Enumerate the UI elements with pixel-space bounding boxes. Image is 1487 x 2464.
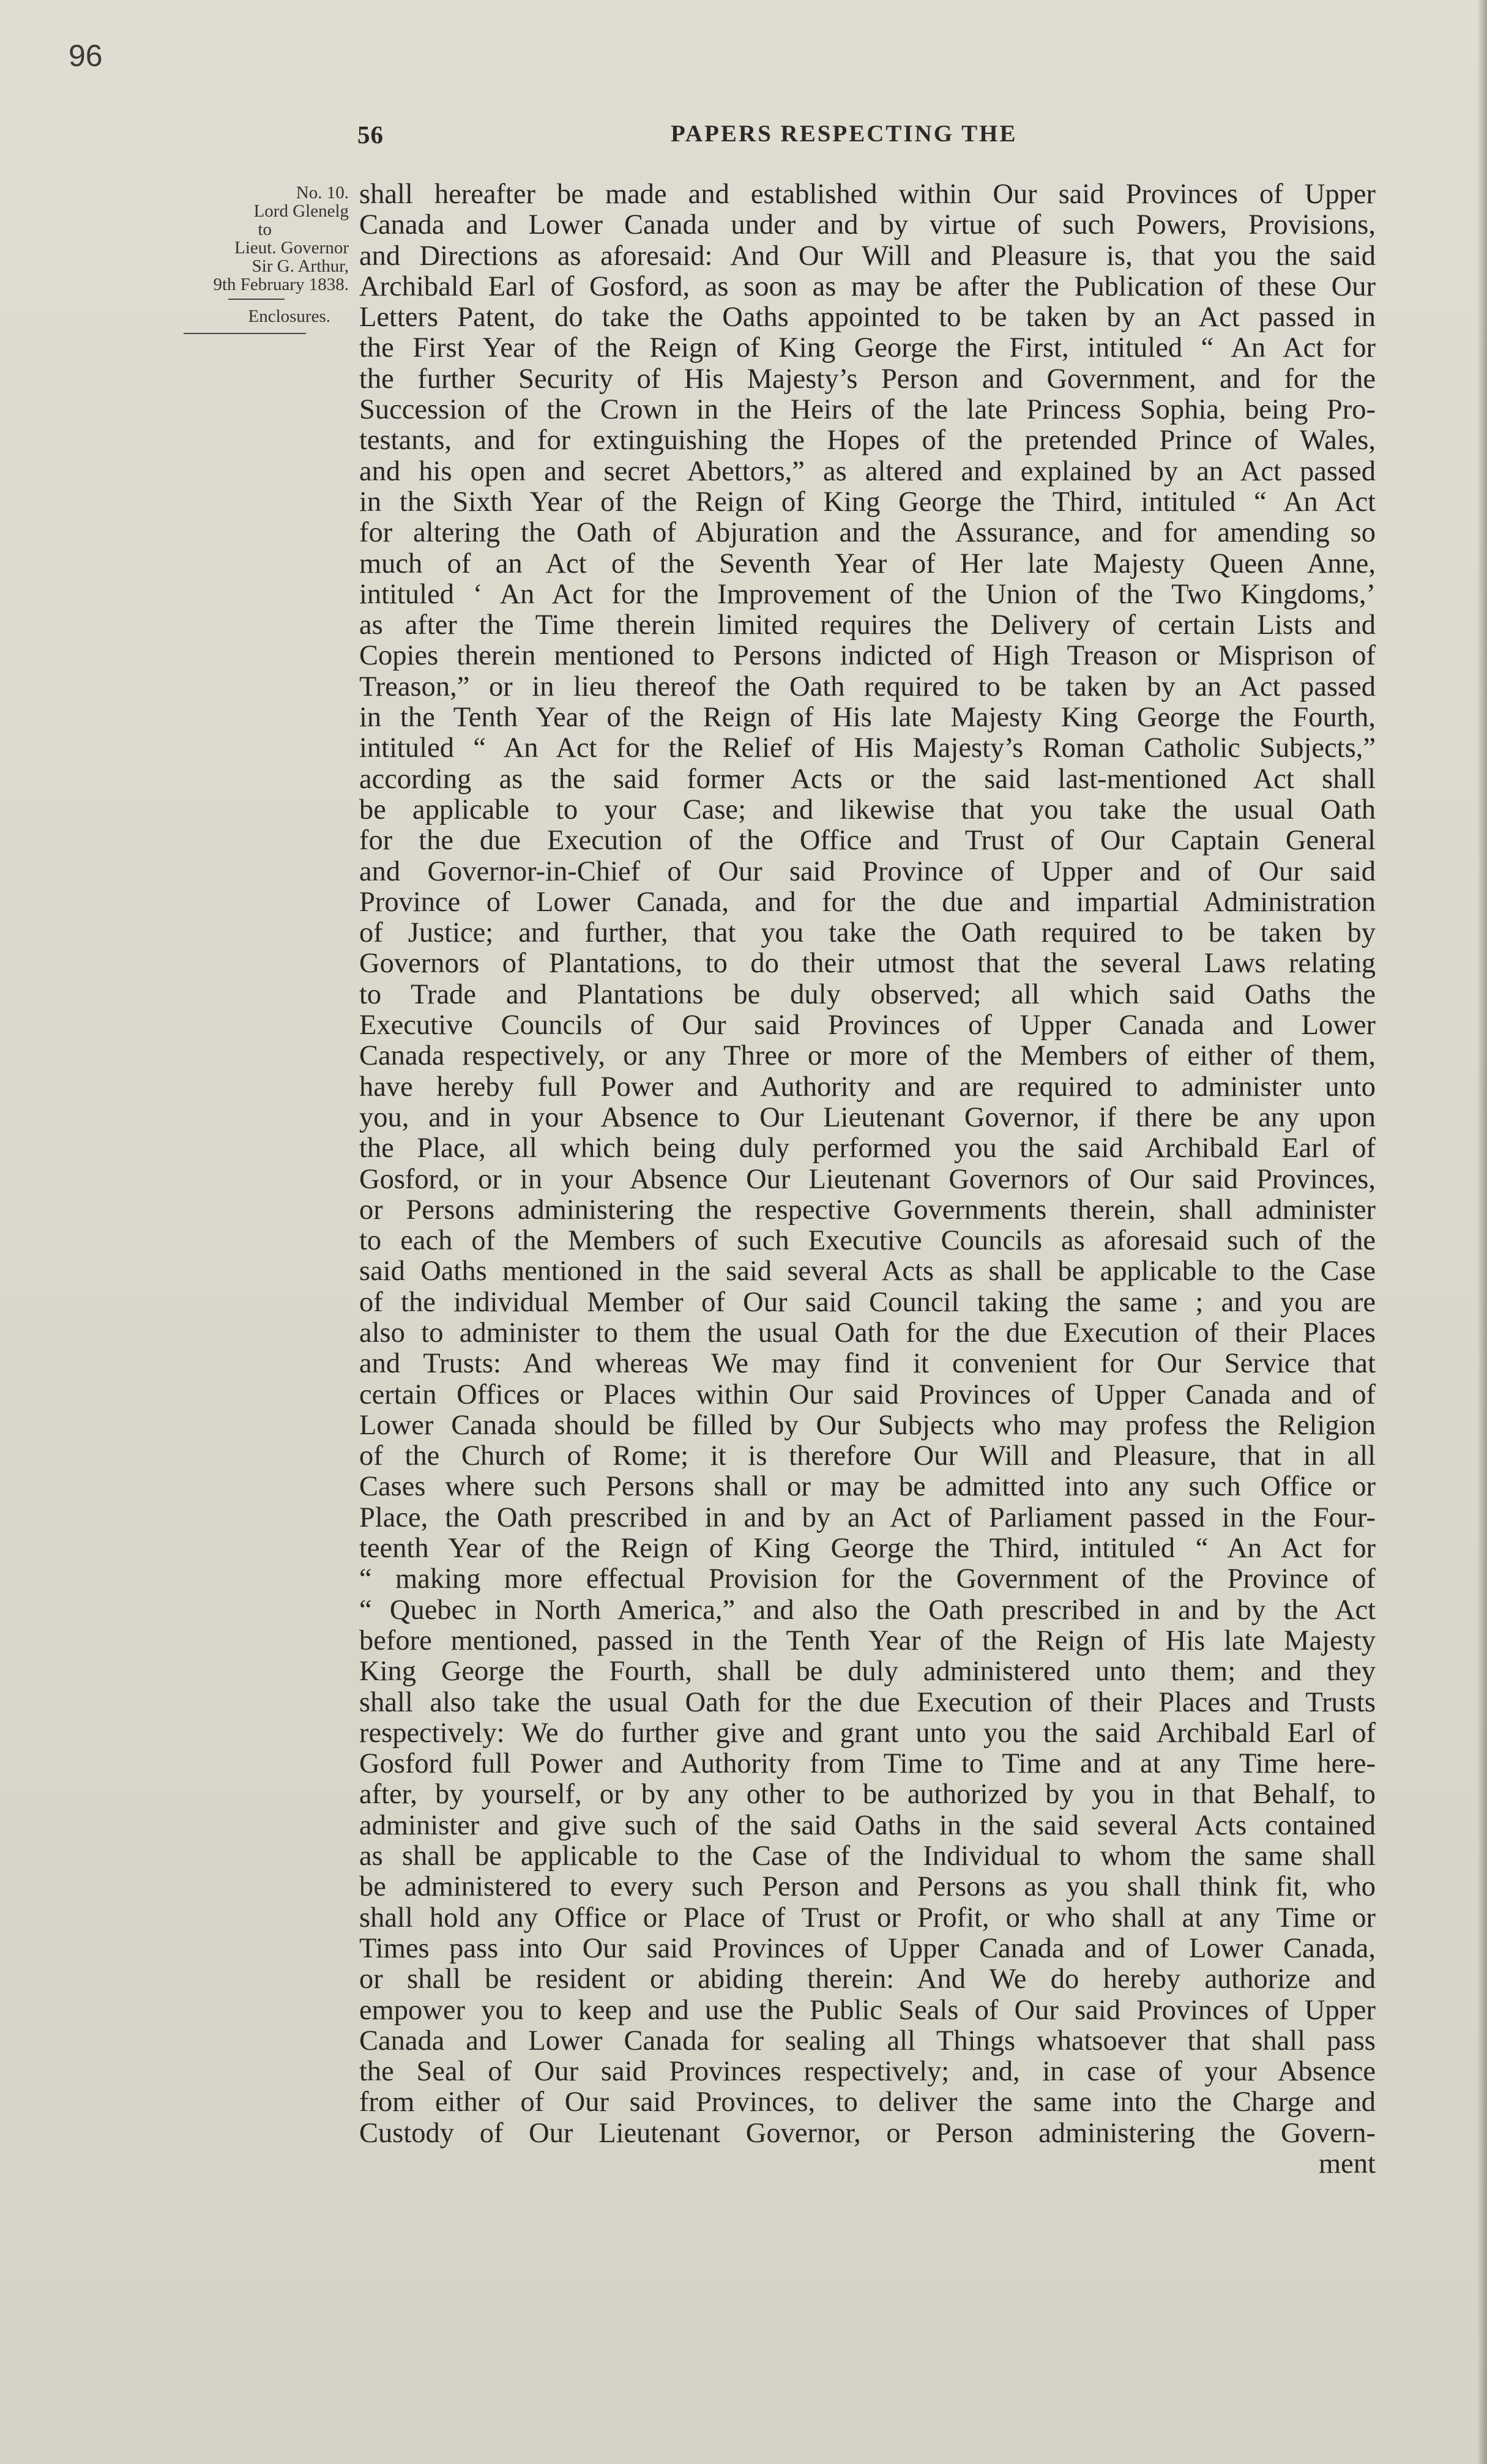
body-line: Custody of Our Lieutenant Governor, or Person administering the Govern- — [359, 2117, 1376, 2149]
body-line: to Trade and Plantations be duly observed; all which said Oaths the — [359, 978, 1376, 1010]
body-line: for the due Execution of the Office and Trust of Our Captain General — [359, 825, 1376, 857]
body-line: to each of the Members of such Executive Councils as aforesaid such of the — [359, 1225, 1376, 1257]
body-line: be administered to every such Person and Persons as you shall think fit, who — [359, 1871, 1376, 1903]
body-text — [359, 179, 1376, 2179]
body-line: intituled ‘ An Act for the Improvement of the Union of the Two Kingdoms,’ — [359, 578, 1376, 610]
body-line: Treason,” or in lieu thereof the Oath required to be taken by an Act passed — [359, 671, 1376, 702]
body-line: Canada respectively, or any Three or more of the Members of either of them, — [359, 1040, 1376, 1072]
body-line: in the Tenth Year of the Reign of His late Majesty King George the Fourth, — [359, 702, 1376, 734]
body-line: Governors of Plantations, to do their utmost that the several Laws relating — [359, 948, 1376, 980]
catchword: ment — [1319, 2148, 1376, 2179]
body-line: testants, and for extinguishing the Hopes of the pretended Prince of Wales, — [359, 425, 1376, 456]
body-line: Place, the Oath prescribed in and by an Act of Parliament passed in the Four- — [359, 1502, 1376, 1533]
body-line: much of an Act of the Seventh Year of Her late Majesty Queen Anne, — [359, 548, 1376, 579]
body-line: King George the Fourth, shall be duly administered unto them; and they — [359, 1656, 1376, 1688]
body-line: of the individual Member of Our said Council taking the same ; and you are — [359, 1286, 1376, 1318]
body-line: empower you to keep and use the Public Seals of Our said Provinces of Upper — [359, 1994, 1376, 2026]
body-line: certain Offices or Places within Our said Provinces of Upper Canada and of — [359, 1379, 1376, 1410]
body-line: have hereby full Power and Authority and are required to administer unto — [359, 1071, 1376, 1103]
body-line: or shall be resident or abiding therein: And We do hereby authorize and — [359, 1963, 1376, 1995]
body-line: also to administer to them the usual Oath for the due Execution of their Places — [359, 1317, 1376, 1349]
body-line: the First Year of the Reign of King George the First, intituled “ An Act for — [359, 332, 1376, 364]
body-line: Province of Lower Canada, and for the due and impartial Administration — [359, 886, 1376, 918]
body-line: you, and in your Absence to Our Lieutenant Governor, if there be any upon — [359, 1101, 1376, 1133]
body-line: from either of Our said Provinces, to deliver the same into the Charge and — [359, 2086, 1376, 2118]
body-line: Times pass into Our said Provinces of Upper Canada and of Lower Canada, — [359, 1932, 1376, 1964]
body-line: after, by yourself, or by any other to be authorized by you in that Behalf, to — [359, 1779, 1376, 1811]
body-line: shall hold any Office or Place of Trust or Profit, or who shall at any Time or — [359, 1902, 1376, 1934]
body-line: the further Security of His Majesty’s Person and Government, and for the — [359, 363, 1376, 395]
body-line: according as the said former Acts or the said last-mentioned Act shall — [359, 763, 1376, 795]
body-line: Gosford full Power and Authority from Time to Time and at any Time here- — [359, 1748, 1376, 1780]
body-line: “ making more effectual Provision for the Government of the Province of — [359, 1563, 1376, 1595]
body-line: and Directions as aforesaid: And Our Will and Pleasure is, that you the said — [359, 240, 1376, 272]
body-line: or Persons administering the respective Governments therein, shall administer — [359, 1194, 1376, 1226]
body-line: Executive Councils of Our said Provinces of Upper Canada and Lower — [359, 1010, 1376, 1041]
body-line: and Trusts: And whereas We may find it convenient for Our Service that — [359, 1348, 1376, 1380]
body-line: said Oaths mentioned in the said several Acts as shall be applicable to the Case — [359, 1256, 1376, 1287]
archive-page-number: 96 — [69, 39, 103, 73]
body-line: as shall be applicable to the Case of the Individual to whom the same shall — [359, 1841, 1376, 1872]
body-line: Letters Patent, do take the Oaths appointed to be taken by an Act passed in — [359, 302, 1376, 333]
running-title: PAPERS RESPECTING THE — [671, 121, 1018, 147]
enclosures-label: Enclosures. — [248, 307, 330, 326]
body-line: “ Quebec in North America,” and also the Oath prescribed in and by the Act — [359, 1594, 1376, 1626]
body-line: for altering the Oath of Abjuration and the Assurance, and for amending so — [359, 517, 1376, 549]
margin-rule-short — [228, 299, 285, 300]
body-line: as after the Time therein limited requires the Delivery of certain Lists and — [359, 609, 1376, 641]
page-number: 56 — [357, 121, 384, 149]
body-line: in the Sixth Year of the Reign of King George the Third, intituled “ An Act — [359, 486, 1376, 518]
body-line: Copies therein mentioned to Persons indicted of High Treason or Misprison of — [359, 640, 1376, 672]
body-line: Gosford, or in your Absence Our Lieutenant Governors of Our said Provinces, — [359, 1163, 1376, 1195]
body-line: shall also take the usual Oath for the due Execution of their Places and Trusts — [359, 1686, 1376, 1718]
dispatch-number: No. 10. — [296, 183, 349, 203]
body-line: administer and give such of the said Oaths in the said several Acts contained — [359, 1809, 1376, 1841]
body-line: and Governor-in-Chief of Our said Province of Upper and of Our said — [359, 855, 1376, 887]
dispatch-date: 9th February 1838. — [213, 275, 349, 294]
body-line: Lower Canada should be filled by Our Subjects who may profess the Religion — [359, 1409, 1376, 1441]
page-edge-shadow — [1477, 0, 1487, 2464]
body-line: shall hereafter be made and established within Our said Provinces of Upper — [359, 179, 1376, 210]
body-line: respectively: We do further give and grant unto you the said Archibald Earl of — [359, 1717, 1376, 1749]
recipient-name: Sir G. Arthur, — [252, 256, 349, 276]
body-line: of Justice; and further, that you take the Oath required to be taken by — [359, 917, 1376, 949]
body-line: the Place, all which being duly performed you the said Archibald Earl of — [359, 1133, 1376, 1164]
body-line: the Seal of Our said Provinces respectively; and, in case of your Absence — [359, 2056, 1376, 2088]
body-line: Canada and Lower Canada for sealing all Things whatsoever that shall pass — [359, 2025, 1376, 2056]
body-line: Archibald Earl of Gosford, as soon as may be after the Publication of these Our — [359, 270, 1376, 302]
dispatch-to-word: to — [258, 220, 272, 239]
body-line: Canada and Lower Canada under and by virtue of such Powers, Provisions, — [359, 209, 1376, 241]
body-line: Cases where such Persons shall or may be admitted into any such Office or — [359, 1471, 1376, 1503]
body-line: before mentioned, passed in the Tenth Year of the Reign of His late Majesty — [359, 1625, 1376, 1656]
body-line: teenth Year of the Reign of King George the Third, intituled “ An Act for — [359, 1533, 1376, 1565]
body-line: of the Church of Rome; it is therefore Our Will and Pleasure, that in all — [359, 1440, 1376, 1472]
body-line: Succession of the Crown in the Heirs of the late Princess Sophia, being Pro- — [359, 394, 1376, 426]
body-line: and his open and secret Abettors,” as altered and explained by an Act passed — [359, 455, 1376, 487]
margin-note — [122, 184, 349, 334]
dispatch-from: Lord Glenelg — [253, 201, 349, 221]
recipient-title: Lieut. Governor — [234, 238, 349, 258]
body-line: be applicable to your Case; and likewise that you take the usual Oath — [359, 794, 1376, 825]
body-line: intituled “ An Act for the Relief of His Majesty’s Roman Catholic Subjects,” — [359, 732, 1376, 764]
running-head — [357, 120, 1374, 157]
margin-rule-long — [184, 333, 306, 334]
